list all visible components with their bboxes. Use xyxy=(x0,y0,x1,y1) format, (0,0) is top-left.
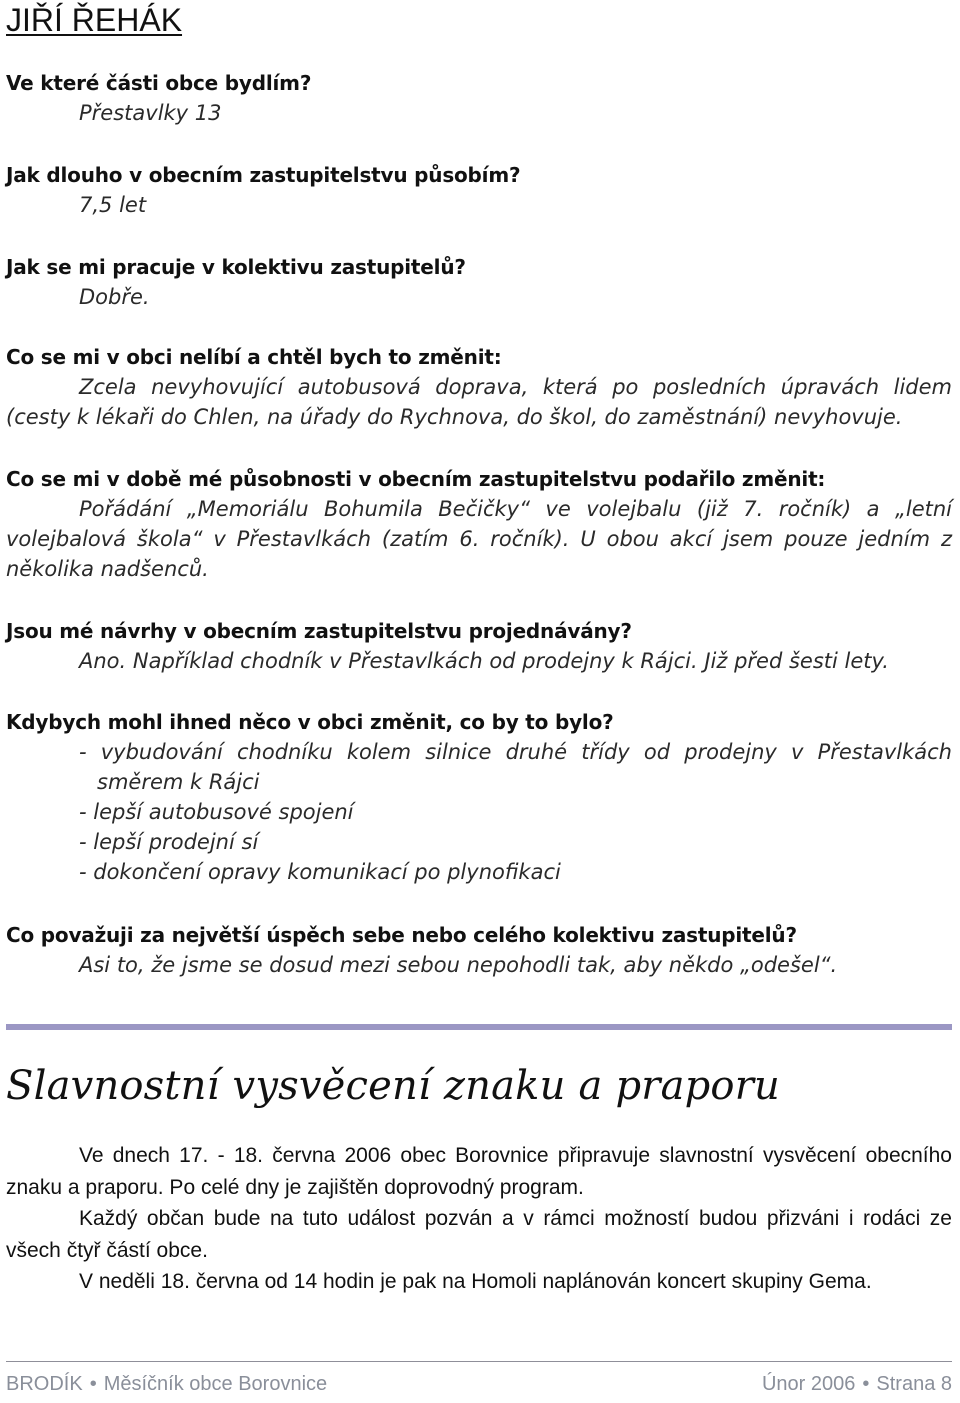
list-item: - lepší autobusové spojení xyxy=(79,800,354,824)
body-paragraph: Ve dnech 17. - 18. června 2006 obec Borovnice připravuje slavnostní vysvěcení obecního znaku a praporu. Po celé dny je zajištěn doprovodný program. xyxy=(6,1144,952,1199)
answer-text: Asi to, že jsme se dosud mezi sebou nepohodli tak, aby někdo „odešel“. xyxy=(79,953,838,977)
list-item: - vybudování chodníku kolem silnice druhé třídy od prodejny v Přestavlkách směrem k Rájci xyxy=(79,740,952,794)
person-name-heading: JIŘÍ ŘEHÁK xyxy=(6,2,183,38)
issue-date: Únor 2006 xyxy=(761,1373,856,1395)
qa-block-4 xyxy=(6,342,952,432)
qa-block-8 xyxy=(6,920,952,980)
question-text: Co považuji za největší úspěch sebe nebo celého kolektivu zastupitelů? xyxy=(6,923,797,947)
question-text: Jak dlouho v obecním zastupitelstvu působím? xyxy=(6,163,521,187)
footer-right xyxy=(762,1370,952,1398)
answer-text: Ano. Například chodník v Přestavlkách od prodejny k Rájci. Již před šesti lety. xyxy=(79,649,889,673)
publication-subtitle: Měsíčník obce Borovnice xyxy=(103,1373,328,1395)
qa-block-7 xyxy=(6,707,952,887)
question-text: Jsou mé návrhy v obecním zastupitelstvu projednávány? xyxy=(6,619,632,643)
list-item: - dokončení opravy komunikací po plynofikaci xyxy=(79,860,561,884)
page-footer xyxy=(6,1361,952,1398)
section-divider xyxy=(6,1024,952,1030)
question-text: Co se mi v době mé působnosti v obecním zastupitelstvu podařilo změnit: xyxy=(6,467,826,491)
page-number: Strana 8 xyxy=(876,1373,952,1395)
answer-text: Zcela nevyhovující autobusová doprava, která po posledních úpravách lidem (cesty k lékaři do Chlen, na úřady do Rychnova, do škol, do zaměstnání) nevyhovuje. xyxy=(6,375,952,429)
question-text: Ve které části obce bydlím? xyxy=(6,71,312,95)
qa-block-5 xyxy=(6,464,952,584)
qa-block-1 xyxy=(6,68,952,128)
section-title: Slavnostní vysvěcení znaku a praporu xyxy=(6,1063,780,1109)
qa-block-3 xyxy=(6,252,952,312)
question-text: Jak se mi pracuje v kolektivu zastupitelů? xyxy=(6,255,466,279)
footer-separator: • xyxy=(89,1373,97,1395)
answer-text: Pořádání „Memoriálu Bohumila Bečičky“ ve volejbalu (již 7. ročník) a „letní volejbalová škola“ v Přestavlkách (zatím 6. ročník). U obou akcí jsem pouze jedním z několika nadšenců. xyxy=(6,497,952,581)
footer-separator: • xyxy=(862,1373,870,1395)
footer-left xyxy=(6,1370,327,1398)
list-item: - lepší prodejní sí xyxy=(79,830,259,854)
body-paragraph: V neděli 18. června od 14 hodin je pak na Homoli naplánován koncert skupiny Gema. xyxy=(79,1270,872,1293)
section-body xyxy=(6,1140,952,1298)
wish-list xyxy=(6,737,952,887)
question-text: Co se mi v obci nelíbí a chtěl bych to změnit: xyxy=(6,345,502,369)
body-paragraph: Každý občan bude na tuto událost pozván a v rámci možností budou přizváni i rodáci ze všech čtyř částí obce. xyxy=(6,1207,952,1262)
answer-text: Přestavlky 13 xyxy=(79,101,222,125)
qa-block-2 xyxy=(6,160,952,220)
publication-name: BRODÍK xyxy=(6,1373,83,1395)
answer-text: 7,5 let xyxy=(79,193,147,217)
answer-text: Dobře. xyxy=(79,285,150,309)
qa-block-6 xyxy=(6,616,952,676)
question-text: Kdybych mohl ihned něco v obci změnit, co by to bylo? xyxy=(6,710,614,734)
